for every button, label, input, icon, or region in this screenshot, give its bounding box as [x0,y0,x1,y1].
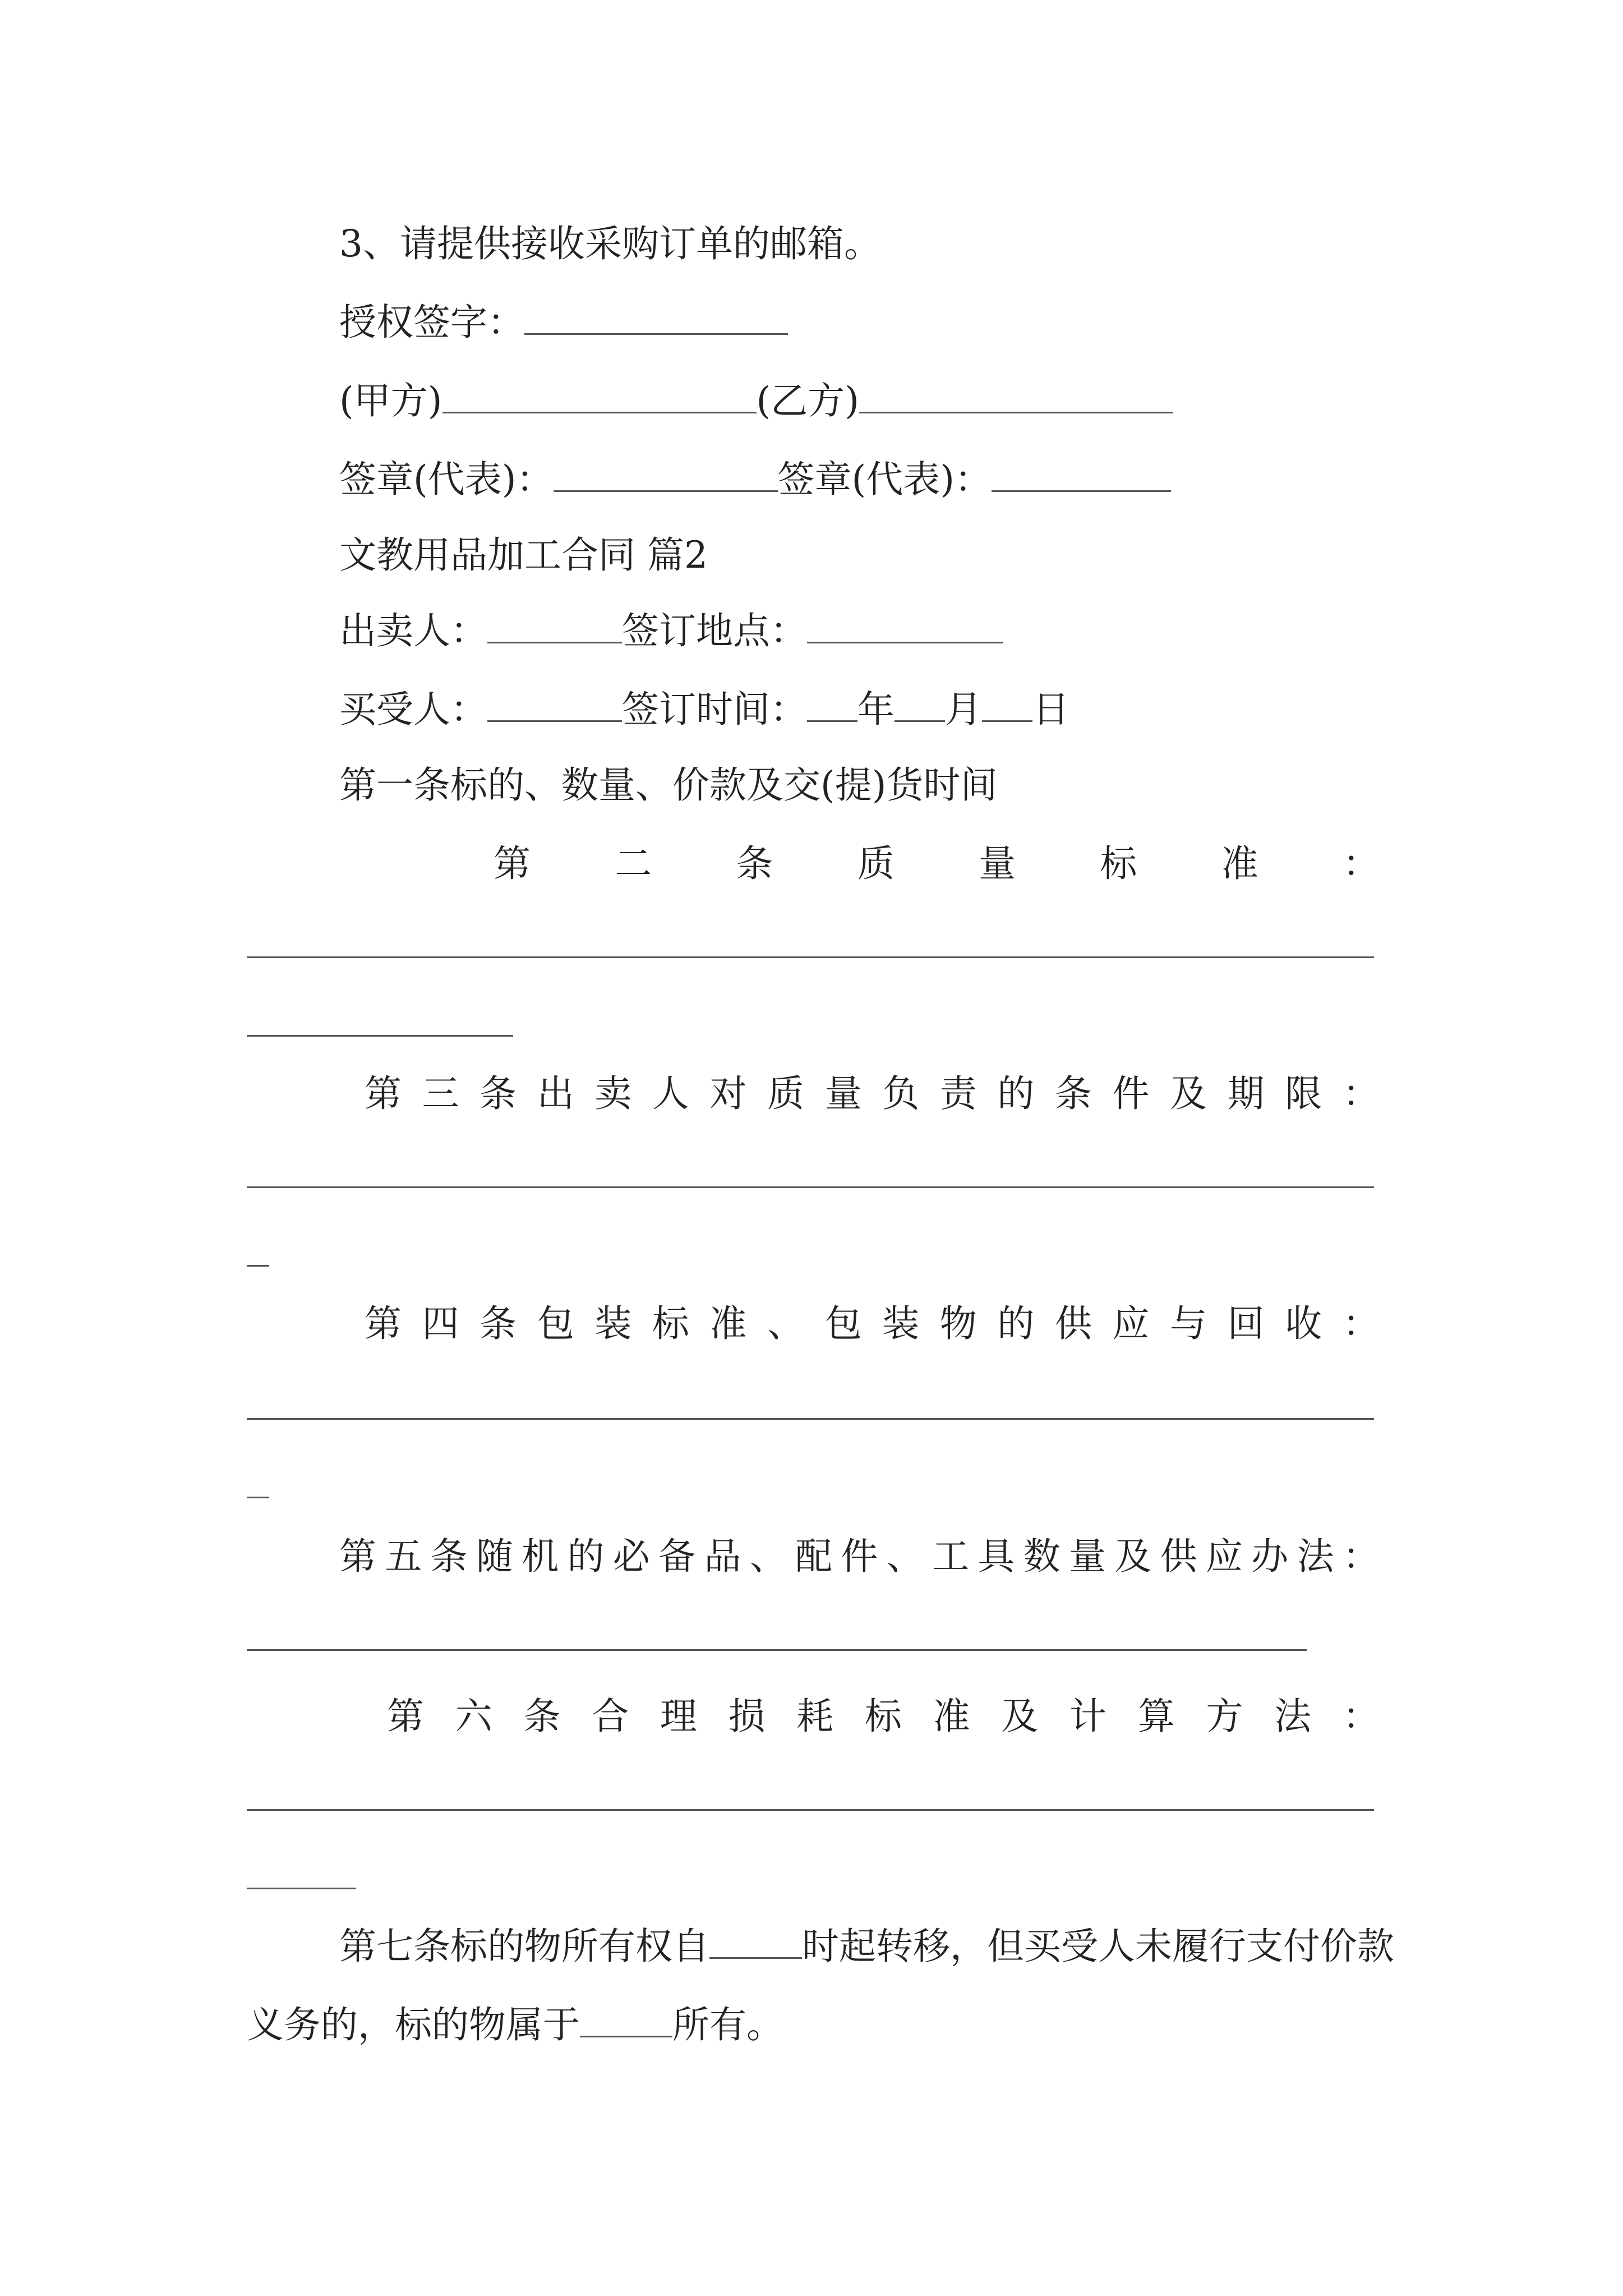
blank-line [807,607,1003,643]
article-char: ： [1342,1072,1380,1115]
article-char: 第 [339,1535,376,1578]
article-char: 耗 [796,1695,834,1738]
article-char: 负 [882,1072,920,1115]
article-char: 工 [932,1535,970,1578]
article-char: 必 [612,1535,650,1578]
article-char: 机 [522,1535,559,1578]
article-char: 供 [1160,1535,1197,1578]
blank-line [709,1922,802,1959]
article-char: 量 [1069,1535,1106,1578]
article-char: ： [1342,1302,1380,1345]
article-char: 应 [1112,1302,1150,1345]
fill-line [247,1418,1374,1420]
blank-line [554,455,778,492]
article-char: 包 [824,1302,862,1345]
art7-part3: 所有。 [672,2003,783,2046]
article-char: 供 [1054,1302,1092,1345]
article-3 [365,1069,1380,1119]
article-char: 第 [494,842,531,885]
article-char: 回 [1227,1302,1265,1345]
article-char: 六 [455,1695,492,1738]
article-char: 第 [365,1302,402,1345]
article-char: 、 [886,1535,924,1578]
blank-line [487,685,622,722]
article-char: 责 [939,1072,977,1115]
month-label: 月 [945,688,982,731]
article-char: 准 [1221,842,1258,885]
article-char: 理 [660,1695,697,1738]
article-char: 条 [523,1695,561,1738]
sign-time-label: 签订时间： [622,688,807,731]
fill-line [247,1265,269,1267]
article-char: 装 [882,1302,920,1345]
fill-line [247,1497,269,1498]
article-char: 应 [1205,1535,1243,1578]
article-char: ： [1342,1695,1380,1738]
article-char: 随 [476,1535,513,1578]
day-label: 日 [1032,688,1069,731]
article-char: 件 [841,1535,878,1578]
article-char: ： [1342,842,1380,885]
article-char: 及 [1114,1535,1152,1578]
article-char: 的 [997,1302,1035,1345]
blank-line [524,298,788,335]
article-char: 准 [709,1302,747,1345]
article-char: 二 [615,842,652,885]
article-5 [339,1531,1380,1582]
article-char: 装 [594,1302,632,1345]
blank-line [580,2001,672,2037]
article-char: 条 [1054,1072,1092,1115]
article-char: 与 [1170,1302,1207,1345]
article-char: 备 [658,1535,696,1578]
fill-line [247,1809,1374,1811]
art7-part1: 第七条标的物所有权自 [339,1925,709,1968]
article-char: 第 [387,1695,424,1738]
article-char: 办 [1251,1535,1289,1578]
blank-line [895,685,945,722]
article-char: 条 [479,1072,517,1115]
article-char: 配 [795,1535,833,1578]
article-2 [494,839,1380,889]
article-char: 方 [1206,1695,1243,1738]
article-char: 人 [652,1072,689,1115]
buyer-label: 买受人： [339,688,487,731]
article-char: 的 [997,1072,1035,1115]
article-char: 质 [767,1072,805,1115]
art7-part2: 时起转移，但买受人未履行支付价款义务的，标的物属于 [247,1925,1394,2046]
article-7 [247,1907,1396,2064]
contract-heading: 文教用品加工合同 篇2 [339,533,708,577]
article-char: 、 [749,1535,787,1578]
article-char: 及 [1001,1695,1039,1738]
article-char: 品 [704,1535,741,1578]
article-char: 标 [864,1695,902,1738]
blank-line [982,685,1032,722]
article-char: 标 [1100,842,1137,885]
blank-line [859,377,1173,413]
article-char: 计 [1069,1695,1107,1738]
article-char: 、 [767,1302,805,1345]
article-char: 出 [537,1072,574,1115]
article-char: 损 [728,1695,766,1738]
article-char: 具 [978,1535,1015,1578]
seller-line [339,606,1003,656]
fill-line [247,1649,1307,1651]
article-char: 法 [1274,1695,1312,1738]
sign-place-label: 签订地点： [622,609,807,652]
article-char: 准 [933,1695,970,1738]
article-char: 包 [537,1302,574,1345]
article-char: 五 [385,1535,422,1578]
auth-sign-label: 授权签字： [339,301,524,344]
article-char: 量 [979,842,1016,885]
article-char: 及 [1170,1072,1207,1115]
article-char: 期 [1227,1072,1265,1115]
article-char: 四 [422,1302,459,1345]
article-char: 量 [824,1072,862,1115]
fill-line [247,1035,513,1037]
article-char: 卖 [594,1072,632,1115]
blank-line [442,377,757,413]
article-char: 第 [365,1072,402,1115]
article-char: 三 [422,1072,459,1115]
blank-line [992,455,1171,492]
article-char: 数 [1023,1535,1061,1578]
buyer-line [339,684,1069,735]
article-6 [387,1691,1380,1742]
article-char: 件 [1112,1072,1150,1115]
article-char: 的 [567,1535,605,1578]
article-char: 对 [709,1072,747,1115]
seal-b-label: 签章(代表)： [777,458,992,501]
seal-line [339,454,1171,505]
seal-a-label: 签章(代表)： [339,458,554,501]
article-char: 限 [1285,1072,1322,1115]
article-char: 条 [479,1302,517,1345]
article-char: 合 [592,1695,629,1738]
article-char: 算 [1137,1695,1175,1738]
article-char: 条 [430,1535,468,1578]
seller-label: 出卖人： [339,609,487,652]
item-3: 3、请提供接收采购订单的邮箱。 [339,222,881,265]
year-label: 年 [857,688,895,731]
party-line [339,376,1173,426]
party-a-label: (甲方) [339,379,442,422]
article-4 [365,1299,1380,1349]
party-b-label: (乙方) [756,379,859,422]
blank-line [807,685,857,722]
article-char: 质 [857,842,895,885]
article-char: 标 [652,1302,689,1345]
fill-line [247,956,1374,958]
fill-line [247,1186,1374,1188]
article-char: 法 [1297,1535,1334,1578]
article-1: 第一条标的、数量、价款及交(提)货时间 [339,763,998,807]
authorized-signature [339,297,788,348]
article-char: ： [1342,1535,1380,1578]
article-char: 收 [1285,1302,1322,1345]
article-char: 物 [939,1302,977,1345]
article-char: 条 [736,842,773,885]
fill-line [247,1888,356,1889]
blank-line [487,607,622,643]
